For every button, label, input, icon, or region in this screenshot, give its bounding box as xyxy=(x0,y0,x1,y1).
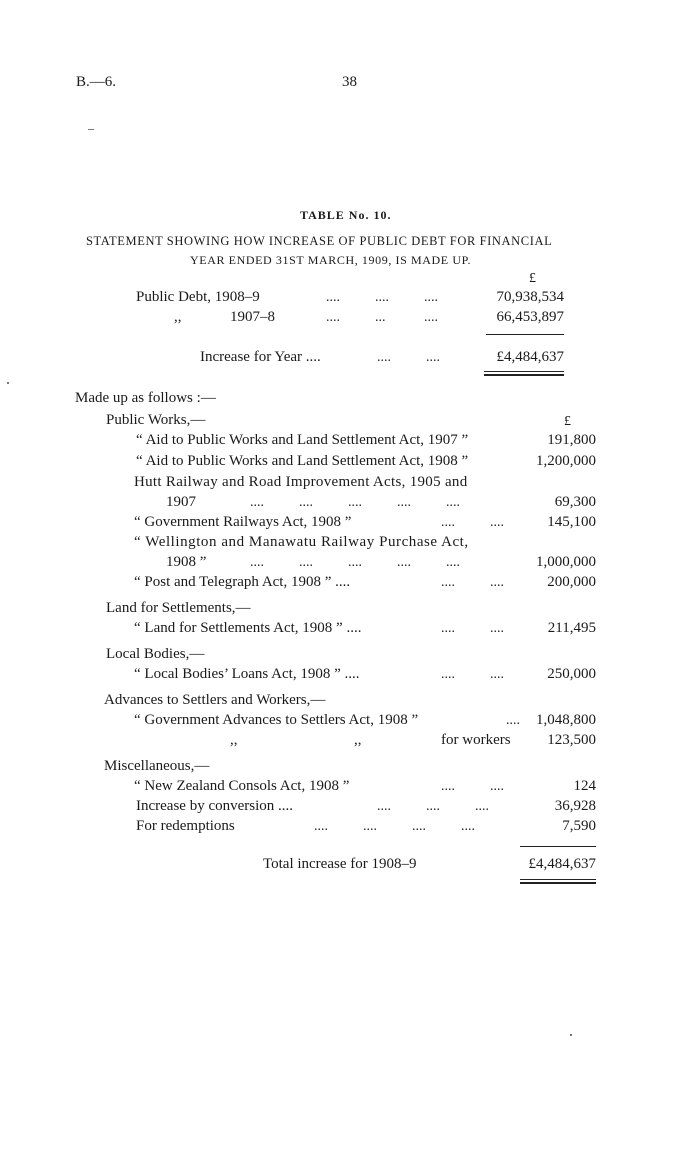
scan-speck xyxy=(88,129,94,130)
advances-item-dots: .... xyxy=(506,713,520,728)
title-line-2: YEAR ENDED 31ST MARCH, 1909, IS MADE UP. xyxy=(190,253,472,267)
public-works-item-2-text: “ Aid to Public Works and Land Settlement Act, 1908 ” xyxy=(136,453,469,469)
misc-item-1-text: “ New Zealand Consols Act, 1908 ” xyxy=(134,778,350,794)
public-works-item-1-value: 191,800 xyxy=(547,432,596,448)
summary-row1-label: Public Debt, 1908–9 xyxy=(136,289,260,305)
advances-ditto-1: ,, xyxy=(230,732,238,748)
public-works-item-3-cont: 1907 xyxy=(166,494,196,510)
public-works-item-6-text: “ Post and Telegraph Act, 1908 ” .... xyxy=(134,574,351,590)
total-value: £4,484,637 xyxy=(528,856,596,872)
advances-ditto-2: ,, xyxy=(354,732,362,748)
local-heading: Local Bodies,— xyxy=(106,646,205,662)
summary-row2-ditto: ,, xyxy=(174,309,182,325)
local-item-value: 250,000 xyxy=(547,666,596,682)
public-works-item-5-value: 1,000,000 xyxy=(536,554,596,570)
summary-row2-year: 1907–8 xyxy=(230,309,275,325)
public-works-item-5-text: “ Wellington and Manawatu Railway Purchase Act, xyxy=(134,534,469,550)
page-number: 38 xyxy=(342,74,357,90)
land-item-value: 211,495 xyxy=(547,620,596,636)
total-double-rule xyxy=(520,879,596,884)
summary-row1-dots: .... .... .... xyxy=(326,290,438,305)
public-works-item-1-text: “ Aid to Public Works and Land Settlement Act, 1907 ” xyxy=(136,432,469,448)
public-works-item-5-dots: .... .... .... .... .... xyxy=(250,555,460,570)
misc-item-3-value: 7,590 xyxy=(562,818,596,834)
land-item-dots: .... .... xyxy=(441,621,504,636)
advances-item-text: “ Government Advances to Settlers Act, 1908 ” xyxy=(134,712,419,728)
summary-total-double-rule xyxy=(484,371,564,376)
misc-item-2-dots: .... .... .... xyxy=(377,799,489,814)
scan-speck xyxy=(570,1034,572,1036)
local-item-text: “ Local Bodies’ Loans Act, 1908 ” .... xyxy=(134,666,360,682)
public-works-item-5-cont: 1908 ” xyxy=(166,554,207,570)
summary-increase-dots: .... .... xyxy=(377,350,440,365)
summary-row2-value: 66,453,897 xyxy=(496,309,564,325)
advances-item-value: 1,048,800 xyxy=(536,712,596,728)
public-works-item-4-dots: .... .... xyxy=(441,515,504,530)
summary-subtotal-rule xyxy=(486,334,564,335)
public-works-item-6-value: 200,000 xyxy=(547,574,596,590)
public-works-item-3-dots: .... .... .... .... .... xyxy=(250,495,460,510)
misc-item-2-text: Increase by conversion .... xyxy=(136,798,294,814)
summary-increase-value: £4,484,637 xyxy=(496,349,564,365)
total-label: Total increase for 1908–9 xyxy=(263,856,417,872)
public-works-item-2-value: 1,200,000 xyxy=(536,453,596,469)
summary-currency: £ xyxy=(529,271,536,286)
public-works-item-4-text: “ Government Railways Act, 1908 ” xyxy=(134,514,352,530)
made-up-heading: Made up as follows :— xyxy=(75,390,216,406)
total-rule xyxy=(520,846,596,847)
misc-item-2-value: 36,928 xyxy=(554,798,596,814)
scan-speck xyxy=(7,382,9,384)
public-works-item-3-text: Hutt Railway and Road Improvement Acts, 1905 and xyxy=(134,474,468,490)
misc-item-3-dots: .... .... .... .... xyxy=(314,819,475,834)
misc-item-3-text: For redemptions xyxy=(136,818,235,834)
public-works-heading: Public Works,— xyxy=(106,412,206,428)
misc-heading: Miscellaneous,— xyxy=(104,758,210,774)
summary-increase-label: Increase for Year .... xyxy=(200,349,321,365)
land-item-text: “ Land for Settlements Act, 1908 ” .... xyxy=(134,620,362,636)
misc-item-1-dots: .... .... xyxy=(441,779,504,794)
advances-workers-value: 123,500 xyxy=(547,732,596,748)
misc-item-1-value: 124 xyxy=(573,778,596,794)
summary-row1-value: 70,938,534 xyxy=(496,289,564,305)
summary-row2-dots: .... ... .... xyxy=(326,310,438,325)
doc-reference: B.—6. xyxy=(76,74,117,90)
made-up-currency: £ xyxy=(564,414,571,429)
public-works-item-6-dots: .... .... xyxy=(441,575,504,590)
advances-workers-label: for workers xyxy=(441,732,511,748)
table-number: TABLE No. 10. xyxy=(300,208,392,222)
land-heading: Land for Settlements,— xyxy=(106,600,251,616)
public-works-item-4-value: 145,100 xyxy=(547,514,596,530)
public-works-item-3-value: 69,300 xyxy=(554,494,596,510)
local-item-dots: .... .... xyxy=(441,667,504,682)
title-line-1: STATEMENT SHOWING HOW INCREASE OF PUBLIC DEBT FOR FINANCIAL xyxy=(86,234,553,248)
advances-heading: Advances to Settlers and Workers,— xyxy=(104,692,326,708)
